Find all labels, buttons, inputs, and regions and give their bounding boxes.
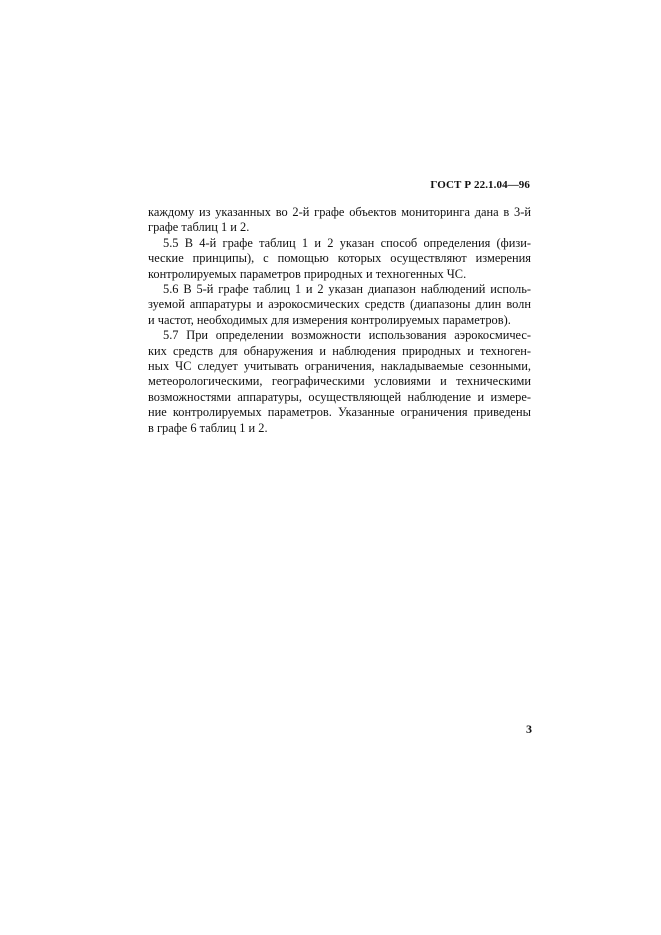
text-line: каждому из указанных во 2-й графе объектов мониторинга дана в 3-й [148, 205, 531, 219]
paragraph-5-7 [148, 328, 531, 436]
text-line: 5.5 В 4-й графе таблиц 1 и 2 указан способ определения (физи- [163, 235, 531, 250]
paragraph-5-5 [148, 236, 531, 282]
text-line: зуемой аппаратуры и аэрокосмических средств (диапазоны длин волн [148, 297, 531, 312]
page-number: 3 [526, 722, 532, 736]
text-line: ных ЧС следует учитывать ограничения, накладываемые сезонными, [148, 359, 531, 374]
text-line: и частот, необходимых для измерения контролируемых параметров). [148, 312, 511, 327]
text-line: ческие принципы), с помощью которых осуществляют измерения [148, 251, 531, 266]
text-line: ких средств для обнаружения и наблюдения природных и техноген- [148, 343, 531, 358]
text-line: контролируемых параметров природных и техногенных ЧС. [148, 266, 467, 281]
text-line: в графе 6 таблиц 1 и 2. [148, 420, 268, 435]
standard-header: ГОСТ Р 22.1.04—96 [430, 179, 530, 191]
text-line: 5.7 При определении возможности использования аэрокосмичес- [163, 328, 531, 343]
text-line: ние контролируемых параметров. Указанные ограничения приведены [148, 405, 531, 420]
text-line: графе таблиц 1 и 2. [148, 220, 250, 235]
paragraph-5-6 [148, 282, 531, 328]
text-line: метеорологическими, географическими условиями и техническими [148, 374, 531, 389]
text-line: возможностями аппаратуры, осуществляющей наблюдение и измере- [148, 389, 531, 404]
paragraph-continuation [148, 205, 531, 236]
body-text [148, 205, 531, 436]
text-line: 5.6 В 5-й графе таблиц 1 и 2 указан диапазон наблюдений исполь- [163, 282, 531, 297]
